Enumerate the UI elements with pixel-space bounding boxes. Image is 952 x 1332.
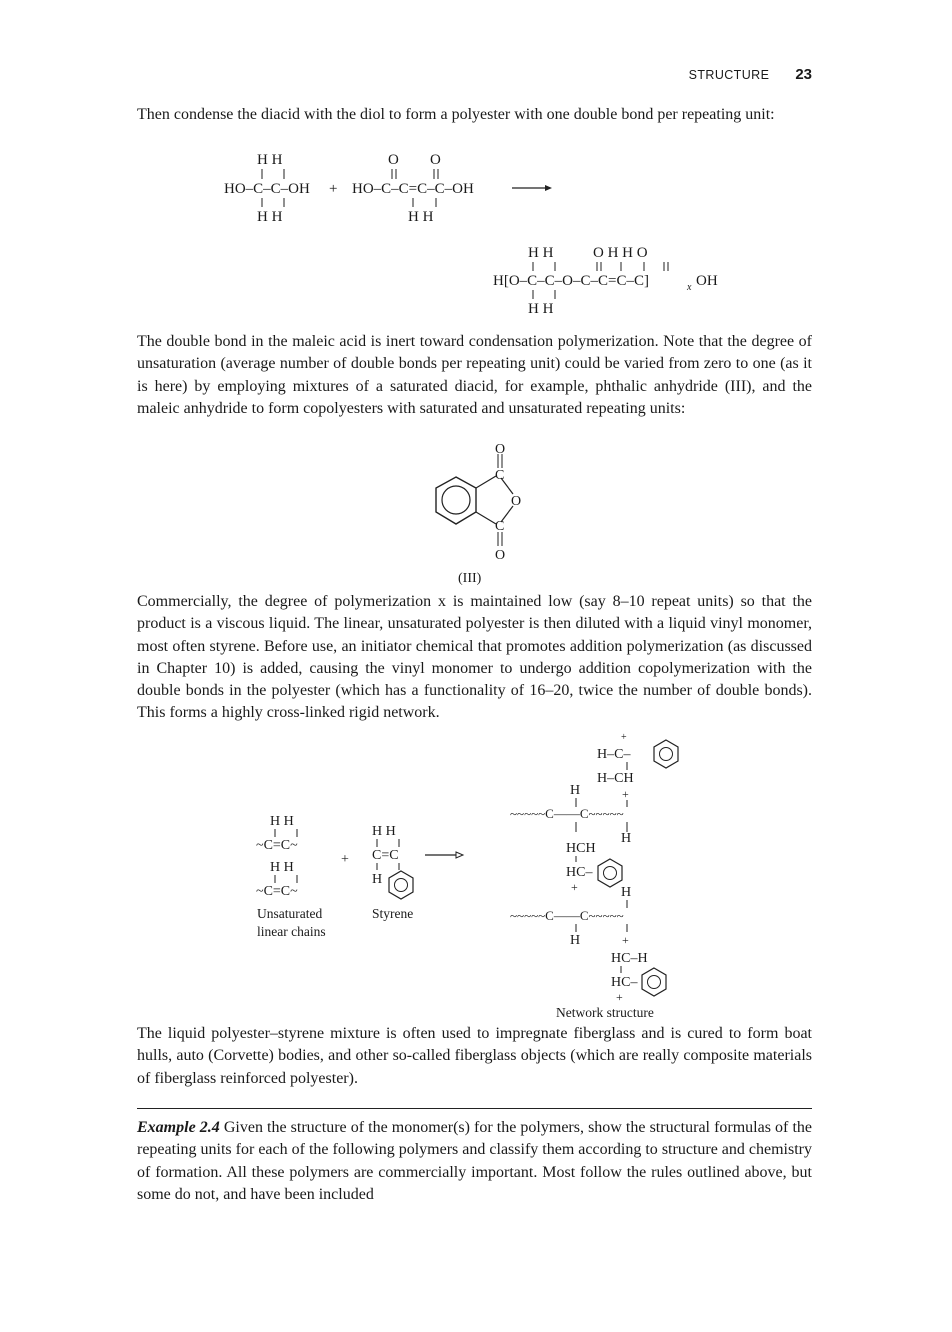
- svg-text:~C=C~: ~C=C~: [256, 884, 298, 899]
- svg-text:H–C–: H–C–: [597, 747, 631, 762]
- section-title: STRUCTURE: [688, 68, 770, 82]
- svg-text:H–CH: H–CH: [597, 771, 634, 786]
- paragraph-commercial: Commercially, the degree of polymerization x is maintained low (say 8–10 repeat units) so that the product is a viscous liquid. The linear, unsaturated polyester is then diluted with a liquid vinyl monomer, most often styrene. Before use, an initiator chemical that promotes addition polymerization (as discussed in Chapter 10) is added, causing the vinyl monomer to undergo addition copolymerization with the double bonds in the polyester (which has a functionality of 16–20, twice the number of double bonds). This forms a highly cross-linked rigid network.: [137, 593, 812, 722]
- styrene-caption: Styrene: [372, 906, 414, 921]
- example-label: Example 2.4: [137, 1119, 220, 1136]
- svg-text:~C=C~: ~C=C~: [256, 838, 298, 853]
- svg-text:~~~~~C——C~~~~~: ~~~~~C——C~~~~~: [510, 806, 624, 821]
- svg-text:C: C: [495, 519, 505, 534]
- svg-text:HC–: HC–: [611, 975, 638, 990]
- svg-text:H[O–C–C–O–C–C=C–C]: H[O–C–C–O–C–C=C–C]: [493, 273, 649, 289]
- svg-text:H: H: [570, 783, 581, 798]
- svg-text:H: H: [621, 831, 632, 846]
- condensation-reaction-diagram: [0, 145, 952, 320]
- phthalic-anhydride-structure: [400, 440, 550, 580]
- crosslinking-reaction-diagram: [0, 728, 952, 1028]
- section-rule: [137, 1108, 812, 1109]
- svg-text:O: O: [511, 494, 522, 509]
- svg-text:+: +: [329, 181, 338, 197]
- paragraph-intro: Then condense the diacid with the diol to form a polyester with one double bond per repeating unit:: [137, 106, 775, 123]
- svg-text:HCH: HCH: [566, 841, 596, 856]
- paragraph-degree-unsaturation: The double bond in the maleic acid is inert toward condensation polymerization. Note that the degree of unsaturation (average number of double bonds per repeating unit) could be varied from zero to one (as it is here) by employing mixtures of a saturated diacid, for example, phthalic anhydride (III), and the maleic anhydride to form copolyesters with saturated and unsaturated repeating units:: [137, 333, 812, 417]
- network-caption: Network structure: [556, 1005, 654, 1020]
- example-paragraph: [137, 1117, 812, 1206]
- svg-text:H: H: [570, 933, 581, 948]
- svg-text:H H: H H: [528, 245, 554, 261]
- svg-text:+: +: [621, 732, 627, 743]
- svg-text:+: +: [571, 880, 578, 894]
- svg-text:+: +: [616, 990, 623, 1004]
- svg-text:x: x: [687, 282, 692, 293]
- svg-text:O: O: [495, 442, 506, 457]
- svg-text:H H: H H: [528, 301, 554, 317]
- caption-line: Unsaturated: [257, 906, 323, 921]
- unsaturated-chains-caption: [257, 905, 326, 941]
- svg-text:H: H: [621, 885, 632, 900]
- svg-text:HO–C–C=C–C–OH: HO–C–C=C–C–OH: [352, 181, 474, 197]
- svg-text:+: +: [622, 933, 629, 947]
- example-text: Given the structure of the monomer(s) for the polymers, show the structural formulas of the repeating units for each of the following polymers and classify them according to structure and chemistry of formation. All these polymers are commercially important. Most follow the rules outlined above, but some do not, and have been included: [137, 1119, 812, 1203]
- svg-text:+: +: [622, 787, 629, 801]
- svg-text:H H: H H: [408, 209, 434, 225]
- svg-text:H H: H H: [372, 824, 396, 839]
- svg-text:+: +: [341, 852, 349, 867]
- svg-text:~~~~~C——C~~~~~: ~~~~~C——C~~~~~: [510, 908, 624, 923]
- svg-text:O: O: [388, 152, 399, 168]
- svg-text:H H: H H: [257, 209, 283, 225]
- svg-text:O: O: [430, 152, 441, 168]
- svg-text:O H H O: O H H O: [593, 245, 648, 261]
- compound-label: (III): [458, 571, 482, 586]
- svg-text:C: C: [495, 468, 505, 483]
- svg-text:H: H: [372, 872, 383, 887]
- svg-text:H H: H H: [270, 814, 294, 829]
- svg-text:OH: OH: [696, 273, 718, 289]
- svg-text:HO–C–C–OH: HO–C–C–OH: [224, 181, 310, 197]
- svg-text:H H: H H: [257, 152, 283, 168]
- caption-line: linear chains: [257, 924, 326, 939]
- svg-text:O: O: [495, 548, 506, 563]
- page-number: 23: [795, 66, 812, 83]
- svg-text:C=C: C=C: [372, 848, 399, 863]
- running-header: [600, 66, 812, 84]
- svg-text:HC–H: HC–H: [611, 951, 648, 966]
- svg-text:HC–: HC–: [566, 865, 593, 880]
- svg-text:H H: H H: [270, 860, 294, 875]
- paragraph-fiberglass: The liquid polyester–styrene mixture is often used to impregnate fiberglass and is cured to form boat hulls, auto (Corvette) bodies, and other so-called fiberglass objects (which are really composite materials of fiberglass reinforced polyester).: [137, 1025, 812, 1087]
